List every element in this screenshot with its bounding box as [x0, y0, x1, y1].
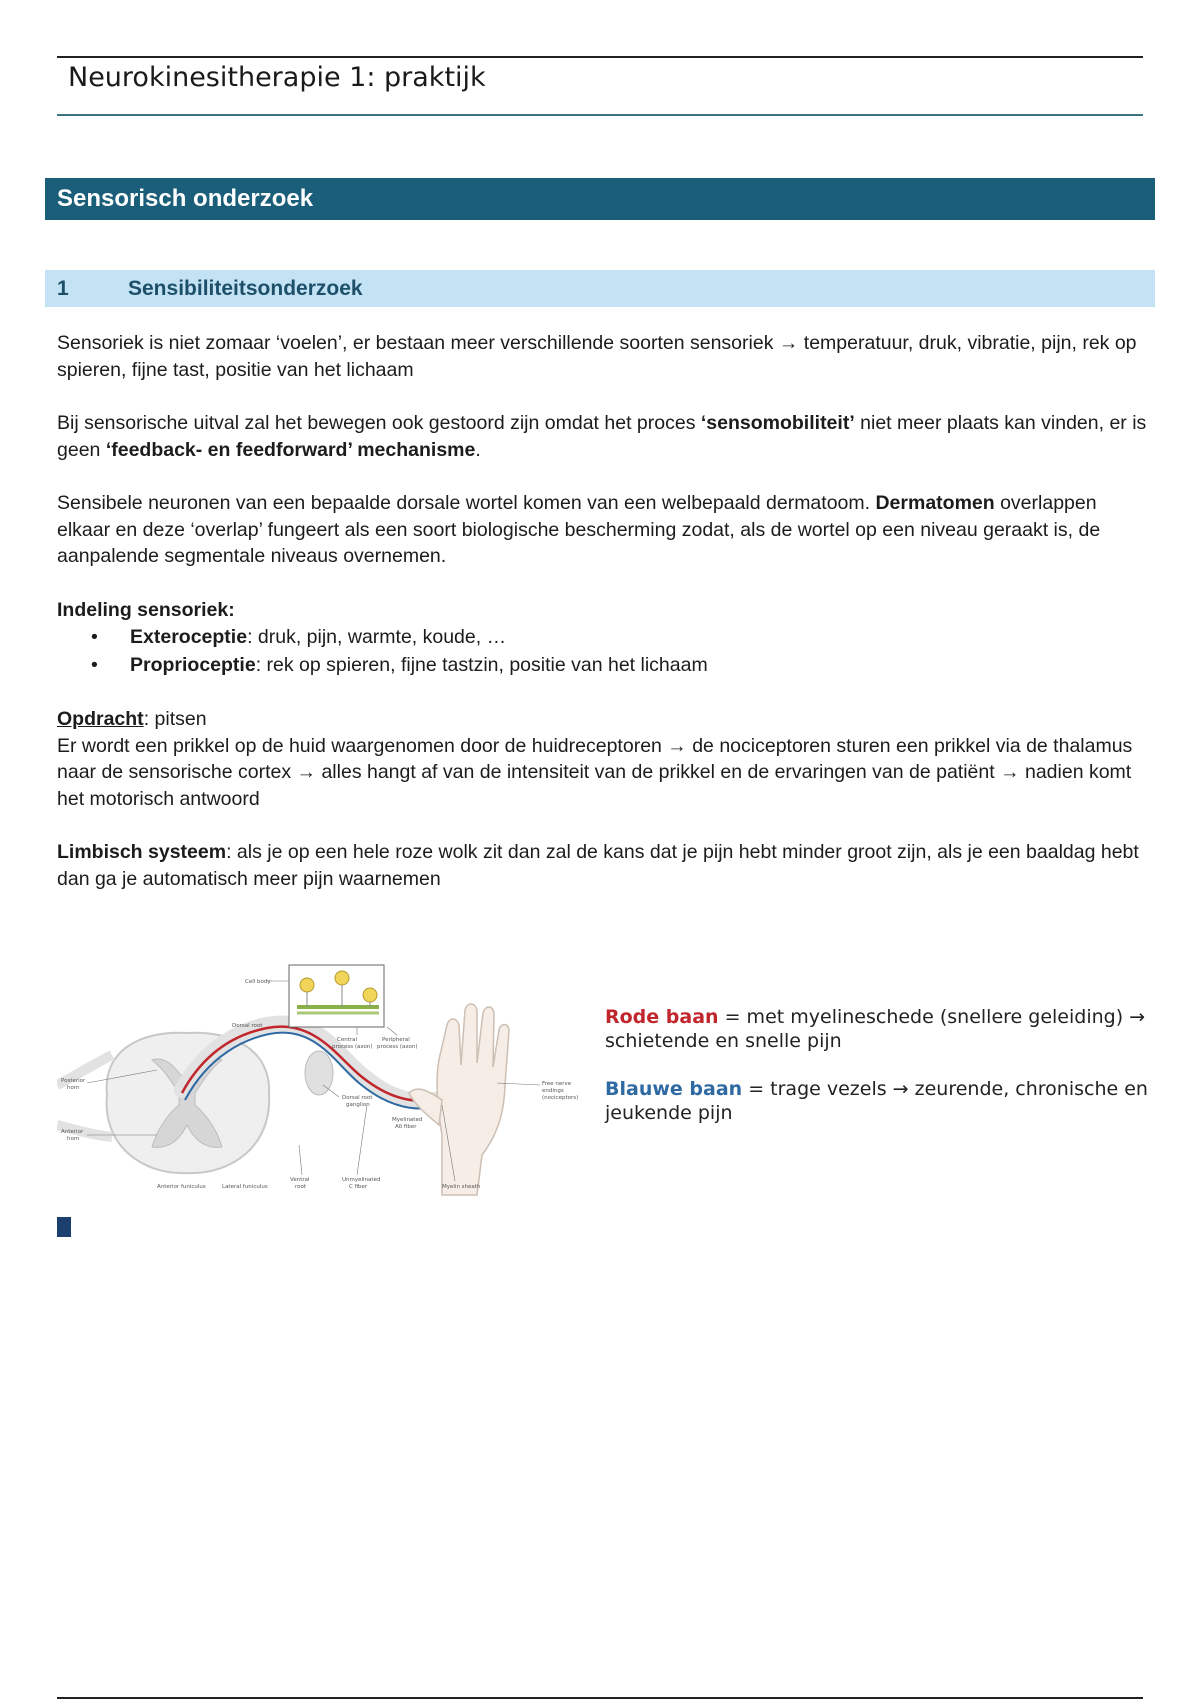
opdracht-heading [57, 706, 1147, 733]
section-title: Sensibiliteitsonderzoek [128, 277, 363, 300]
section-heading [45, 270, 1155, 307]
section-body [57, 330, 1147, 919]
label-drg-2: ganglion [346, 1102, 370, 1108]
text-run: Bij sensorische uitval zal het bewegen ook gestoord zijn omdat het proces [57, 412, 701, 434]
label-anterior-horn: Anterior [61, 1129, 84, 1135]
page-header [57, 56, 1143, 116]
document-title: Neurokinesitherapie 1: praktijk [68, 62, 486, 93]
label-drg: Dorsal root [342, 1095, 373, 1101]
list-desc: : rek op spieren, fijne tastzin, positie van het lichaam [255, 654, 708, 676]
indeling-title [57, 597, 1147, 624]
opdracht-label: Opdracht [57, 708, 144, 730]
section-number: 1 [57, 277, 69, 300]
chapter-banner [45, 178, 1155, 220]
label-ventral: Ventral [290, 1177, 310, 1183]
limbisch-label: Limbisch systeem [57, 841, 227, 863]
label-myelin-sheath: Myelin sheath [442, 1184, 481, 1190]
label-lateral-funiculus: Lateral funiculus [222, 1184, 268, 1190]
legend-red [605, 1005, 1150, 1053]
label-unmyelinated: Unmyelinated [342, 1177, 381, 1183]
label-myelinated: Myelinated [392, 1117, 423, 1123]
publisher-logo-icon [57, 1217, 71, 1237]
ganglion-illustration [305, 1051, 333, 1095]
paragraph-limbisch [57, 839, 1147, 892]
spinal-cord-illustration [57, 1033, 269, 1173]
chapter-title: Sensorisch onderzoek [57, 185, 314, 212]
pain-pathway-figure [57, 955, 587, 1240]
label-dorsal-root: Dorsal root [232, 1023, 263, 1029]
term-sensomobiliteit: ‘sensomobiliteit’ [700, 412, 855, 434]
legend-red-text: = met myelineschede (snellere geleiding) → schietende en snelle pijn [605, 1006, 1146, 1052]
label-peripheral: Peripheral [382, 1037, 410, 1043]
label-peripheral-2: process (axon) [377, 1044, 418, 1050]
label-central: Central [337, 1037, 358, 1043]
label-central-2: process (axon) [332, 1044, 373, 1050]
hand-illustration [409, 1004, 509, 1195]
paragraph-uitval [57, 410, 1147, 463]
text-run: Sensibele neuronen van een bepaalde dorsale wortel komen van een welbepaald dermatoom. [57, 492, 876, 514]
indeling-label: Indeling sensoriek: [57, 598, 235, 621]
label-cell-body: Cell body [245, 979, 271, 985]
list-desc: : druk, pijn, warmte, koude, … [247, 626, 507, 648]
bullet-icon: • [91, 626, 98, 648]
label-myelinated-2: Aδ fiber [395, 1124, 417, 1130]
label-anterior-funiculus: Anterior funiculus [157, 1184, 206, 1190]
footer-divider [57, 1697, 1143, 1699]
opdracht-rest: : pitsen [143, 708, 207, 730]
bullet-icon: • [91, 654, 98, 676]
term-dermatomen: Dermatomen [875, 492, 995, 514]
label-anterior-horn-2: horn [67, 1136, 80, 1142]
label-free-nerve-2: endings [542, 1088, 564, 1094]
paragraph-opdracht: Er wordt een prikkel op de huid waargenomen door de huidreceptoren → de nociceptoren sturen een prikkel via de thalamus naar de sensorische cortex → alles hangt af van de intensiteit van de prikkel en de ervaringen van de patiënt → nadien komt het motorisch antwoord [57, 734, 1133, 810]
list-term: Exteroceptie [130, 626, 248, 648]
legend-blue-text: = trage vezels → zeurende, chronische en jeukende pijn [605, 1078, 1148, 1124]
list-term: Proprioceptie [130, 654, 256, 676]
label-unmyelinated-2: C fiber [349, 1184, 368, 1190]
label-free-nerve-3: (nociceptors) [542, 1095, 579, 1101]
term-feedback: ‘feedback- en feedforward’ mechanisme [105, 438, 476, 461]
label-free-nerve: Free nerve [542, 1081, 572, 1087]
list-item [91, 651, 1147, 679]
label-ventral-2: root [295, 1184, 307, 1190]
legend-blue [605, 1077, 1150, 1125]
sensoriek-list [57, 623, 1147, 679]
text-run: overlappen elkaar en deze ‘overlap’ fungeert als een soort biologische bescherming zodat, als de wortel op een niveau geraakt is, de aanpalende segmentale niveaus overnemen. [57, 492, 1101, 567]
label-posterior-horn-2: horn [67, 1085, 80, 1091]
legend-blue-label: Blauwe baan [605, 1078, 743, 1100]
pathway-legend [605, 1005, 1150, 1149]
label-posterior-horn: Posterior [61, 1078, 86, 1084]
text-run: . [475, 438, 481, 461]
legend-red-label: Rode baan [605, 1006, 719, 1028]
list-item [91, 623, 1147, 651]
paragraph-sensoriek: Sensoriek is niet zomaar ‘voelen’, er bestaan meer verschillende soorten sensoriek → temperatuur, druk, vibratie, pijn, rek op spieren, fijne tast, positie van het lichaam [57, 332, 1137, 381]
paragraph-dermatomen [57, 490, 1147, 570]
text-run: niet meer plaats kan vinden, er is geen [57, 412, 1147, 461]
limbisch-text: : als je op een hele roze wolk zit dan zal de kans dat je pijn hebt minder groot zijn, als je een baaldag hebt dan ga je automatisch meer pijn waarnemen [57, 841, 1139, 890]
